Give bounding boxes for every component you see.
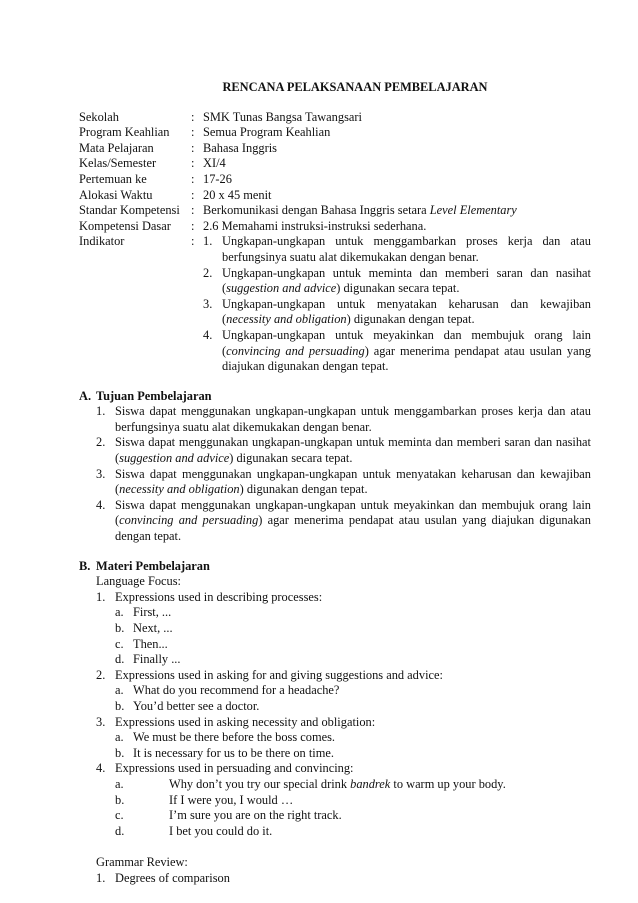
focus-sub-item (115, 699, 591, 715)
focus-item (96, 668, 591, 684)
indicator-text-emphasis: suggestion and advice (226, 281, 337, 296)
sub-text: Finally ... (133, 652, 181, 667)
info-value: 17-26 (203, 171, 232, 186)
info-row-program (79, 125, 591, 141)
focus-item (96, 590, 591, 606)
info-label: Standar Kompetensi (79, 203, 180, 218)
info-colon: : (191, 171, 195, 186)
indicator-number: 1. (203, 234, 213, 249)
indicator-text-part: Ungkapan-ungkapan untuk meminta dan memberi saran dan nasihat ( (222, 265, 591, 296)
section-heading (79, 389, 591, 405)
indicator-text (222, 328, 591, 375)
document-page (79, 80, 591, 886)
sub-text: Next, ... (133, 621, 173, 635)
sub-text: It is necessary for us to be there on time. (133, 745, 334, 760)
info-colon: : (191, 125, 195, 140)
focus-number: 4. (96, 761, 106, 776)
info-label: Program Keahlian (79, 125, 170, 140)
info-value-emphasis: Level Elementary (429, 203, 517, 218)
indicator-text (222, 297, 591, 328)
sub-text: I bet you could do it. (169, 823, 273, 838)
focus-sub-list (115, 605, 591, 667)
info-value: Bahasa Inggris (203, 140, 277, 155)
info-value: XI/4 (203, 156, 226, 171)
info-value: 20 x 45 menit (203, 187, 272, 202)
focus-sub-list (115, 730, 591, 761)
focus-sub-item (115, 808, 591, 824)
sub-text: Then... (133, 636, 168, 651)
info-value: SMK Tunas Bangsa Tawangsari (203, 109, 362, 124)
focus-number: 3. (96, 714, 106, 729)
objective-item (96, 467, 591, 498)
objective-item (96, 498, 591, 545)
indicator-item (203, 234, 591, 265)
focus-sub-item (115, 746, 591, 762)
sub-letter: b. (115, 698, 125, 713)
objective-text-part: Siswa dapat menggunakan ungkapan-ungkapan untuk menyatakan keharusan dan kewajiban ( (115, 466, 591, 497)
section-heading (79, 559, 591, 575)
sub-text: First, ... (133, 605, 172, 620)
focus-text: Expressions used in describing processes: (115, 589, 323, 604)
sub-letter: b. (115, 792, 125, 807)
indicator-text (222, 266, 591, 297)
objective-text-emphasis: suggestion and advice (119, 451, 230, 466)
info-row-indikator (79, 234, 591, 374)
language-focus-label: Language Focus: (96, 574, 181, 589)
focus-sub-item (115, 824, 591, 840)
focus-sub-list (115, 777, 591, 839)
info-colon: : (191, 156, 195, 171)
focus-text: Expressions used in asking necessity and obligation: (115, 714, 376, 729)
focus-number: 2. (96, 667, 106, 682)
sub-text: We must be there before the boss comes. (133, 730, 336, 745)
info-row-mapel (79, 141, 591, 157)
info-label: Indikator (79, 234, 125, 249)
focus-sub-item (115, 777, 591, 793)
objective-number: 2. (96, 435, 106, 450)
sub-letter: a. (115, 776, 124, 791)
info-row-kelas (79, 156, 591, 172)
sub-letter: b. (115, 621, 125, 635)
indicator-text-part: Ungkapan-ungkapan untuk menyatakan keharusan dan kewajiban ( (222, 296, 591, 327)
objective-number: 4. (96, 497, 106, 512)
section-materi (79, 559, 591, 886)
section-letter: B. (79, 558, 91, 573)
info-colon: : (191, 140, 195, 155)
info-table (79, 110, 591, 375)
objective-text (115, 498, 591, 545)
focus-sub-item (115, 605, 591, 621)
sub-letter: a. (115, 605, 124, 620)
objective-text-part: ) digunakan secara tepat. (229, 451, 353, 466)
focus-text: Expressions used in asking for and giving suggestions and advice: (115, 667, 443, 682)
sub-text: What do you recommend for a headache? (133, 683, 340, 698)
objective-item (96, 404, 591, 435)
indicator-text-part: ) digunakan dengan tepat. (346, 312, 475, 327)
indicator-item (203, 266, 591, 297)
info-value: Semua Program Keahlian (203, 125, 331, 140)
indicator-text-emphasis: convincing and persuading (226, 343, 365, 358)
objective-text-part: Siswa dapat menggunakan ungkapan-ungkapan untuk meyakinkan dan membujuk orang lain ( (115, 497, 591, 528)
focus-item (96, 761, 591, 777)
sub-text (169, 777, 506, 793)
info-value-text: Berkomunikasi dengan Bahasa Inggris setara (203, 203, 430, 218)
focus-sub-list (115, 683, 591, 714)
objective-text-part: Siswa dapat menggunakan ungkapan-ungkapan untuk meminta dan memberi saran dan nasihat ( (115, 435, 591, 466)
grammar-text: Degrees of comparison (115, 870, 230, 885)
info-colon: : (191, 218, 195, 233)
objective-text-emphasis: necessity and obligation (119, 482, 240, 497)
sub-letter: d. (115, 823, 125, 838)
info-value (203, 203, 591, 219)
objective-list (96, 404, 591, 544)
indicator-text-emphasis: necessity and obligation (226, 312, 347, 327)
sub-text: If I were you, I would … (169, 792, 294, 807)
info-value: 2.6 Memahami instruksi-instruksi sederhana. (203, 218, 427, 233)
focus-sub-item (115, 621, 591, 637)
sub-letter: c. (115, 636, 124, 651)
info-row-kompetensi (79, 219, 591, 235)
grammar-list (96, 871, 591, 887)
indicator-list (203, 234, 591, 374)
sub-text-part: to warm up your body. (390, 776, 506, 791)
objective-text-part: ) digunakan dengan tepat. (239, 482, 368, 497)
sub-text-part: Why don’t you try our special drink (169, 776, 351, 791)
focus-sub-item (115, 637, 591, 653)
indicator-text-part: ) digunakan secara tepat. (336, 281, 460, 296)
indicator-text-part: Ungkapan-ungkapan untuk meyakinkan dan membujuk orang lain ( (222, 327, 591, 358)
sub-text-emphasis: bandrek (350, 776, 391, 791)
info-colon: : (191, 203, 195, 218)
info-label: Sekolah (79, 109, 119, 124)
sub-letter: a. (115, 683, 124, 698)
objective-text-part: ) agar menerima pendapat atau usulan yang diajukan digunakan dengan tepat. (115, 513, 591, 544)
objective-number: 1. (96, 404, 106, 419)
sub-letter: b. (115, 745, 125, 760)
info-label: Kompetensi Dasar (79, 218, 171, 233)
info-colon: : (191, 234, 195, 249)
focus-sub-item (115, 730, 591, 746)
indicator-number: 4. (203, 327, 213, 342)
grammar-number: 1. (96, 870, 106, 885)
focus-text: Expressions used in persuading and convincing: (115, 761, 354, 776)
focus-sub-item (115, 793, 591, 809)
indicator-text-part: Ungkapan-ungkapan untuk menggambarkan proses kerja dan atau berfungsinya suatu alat dikemukakan dengan benar. (222, 234, 591, 264)
indicator-text (222, 234, 591, 265)
info-row-pertemuan (79, 172, 591, 188)
objective-item (96, 435, 591, 466)
section-title: Materi Pembelajaran (96, 558, 210, 573)
indicator-number: 3. (203, 296, 213, 311)
sub-text: I’m sure you are on the right track. (169, 808, 342, 823)
grammar-review-label: Grammar Review: (96, 854, 188, 869)
info-row-sekolah (79, 110, 591, 126)
sub-letter: d. (115, 652, 125, 667)
sub-letter: c. (115, 808, 124, 823)
indicator-item (203, 297, 591, 328)
info-colon: : (191, 109, 195, 124)
info-label: Pertemuan ke (79, 171, 147, 186)
focus-sub-item (115, 652, 591, 668)
spacer (79, 839, 591, 855)
indicator-text-part: ) agar menerima pendapat atau usulan yang diajukan digunakan dengan tepat. (222, 343, 591, 374)
objective-number: 3. (96, 466, 106, 481)
focus-list (96, 590, 591, 840)
objective-text-emphasis: convincing and persuading (119, 513, 259, 528)
section-tujuan (79, 389, 591, 545)
info-label: Alokasi Waktu (79, 187, 153, 202)
grammar-item (96, 871, 591, 887)
indicator-number: 2. (203, 265, 213, 280)
info-row-standar (79, 203, 591, 219)
info-label: Kelas/Semester (79, 156, 157, 171)
objective-text (115, 435, 591, 466)
page-title: RENCANA PELAKSANAAN PEMBELAJARAN (222, 80, 488, 94)
indicator-item (203, 328, 591, 375)
objective-text (115, 467, 591, 498)
objective-text (115, 404, 591, 435)
focus-sub-item (115, 683, 591, 699)
section-title: Tujuan Pembelajaran (96, 388, 212, 403)
focus-number: 1. (96, 589, 106, 604)
objective-text-part: Siswa dapat menggunakan ungkapan-ungkapan untuk menggambarkan proses kerja dan atau berfungsinya suatu alat dikemukakan dengan benar. (115, 404, 591, 434)
info-label: Mata Pelajaran (79, 140, 154, 155)
section-letter: A. (79, 388, 92, 403)
info-row-alokasi (79, 188, 591, 204)
focus-item (96, 715, 591, 731)
sub-letter: a. (115, 730, 124, 745)
info-colon: : (191, 187, 195, 202)
sub-text: You’d better see a doctor. (133, 698, 260, 713)
